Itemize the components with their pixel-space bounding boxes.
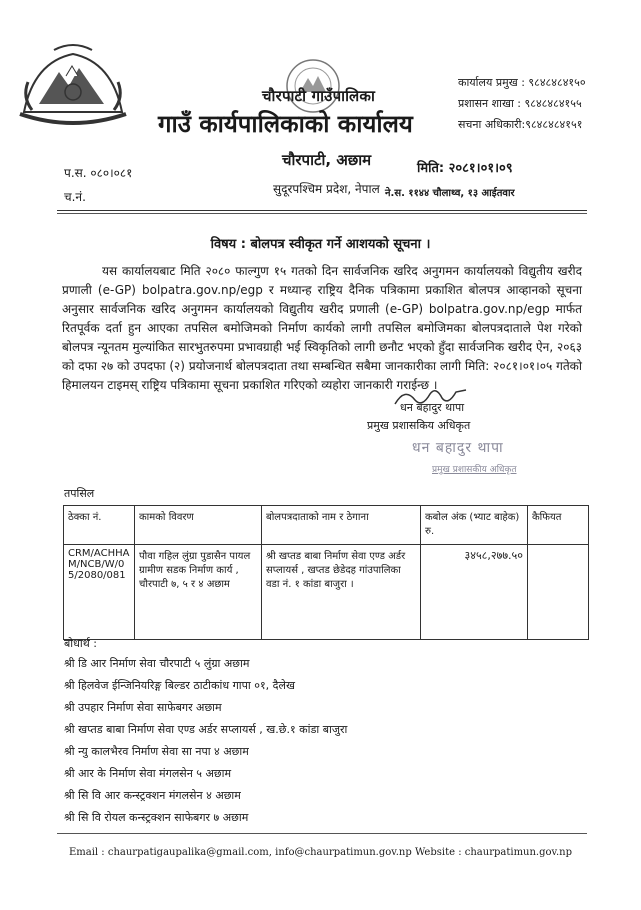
contact-chief: कार्यालय प्रमुख : ९८४८४८४१५० (458, 76, 586, 89)
cell-contract-no: CRM/ACHHA M/NCB/W/0 5/2080/081 (64, 545, 135, 640)
nepal-emblem-icon (14, 42, 132, 130)
cc-item: श्री सि वि रोयल कन्स्ट्रक्शन साफेबगर ७ अछाम (64, 811, 249, 824)
email-separator: , (268, 847, 272, 858)
subject-line: विषय : बोलपत्र स्वीकृत गर्ने आशयको सूचना । (210, 237, 431, 252)
cell-amount: ३४५८,२७७.५० (421, 545, 528, 640)
cell-description: पौवा गहिल लुंग्रा पुडासैन पायल ग्रामीण सडक निर्माण कार्य , चौरपाटी ७, ५ र ४ अछाम (135, 545, 262, 640)
stamp-designation: प्रमुख प्रशासकीय अधिकृत (432, 465, 517, 475)
email-link-primary[interactable]: chaurpatigaupalika@gmail.com (107, 847, 269, 858)
bodartha-label: बोधार्थ : (64, 637, 97, 650)
tapsil-label: तपसिल (64, 487, 95, 500)
footer-contact (0, 847, 641, 858)
header-divider (57, 210, 587, 211)
col-amount: कबोल अंक (भ्याट बाहेक) रु. (421, 506, 528, 545)
cc-item: श्री खप्तड बाबा निर्माण सेवा एण्ड अर्डर सप्लायर्स , ख.छे.१ कांडा बाजुरा (64, 723, 348, 736)
cc-item: श्री सि वि आर कन्स्ट्रक्शन मंगलसेन ४ अछाम (64, 789, 241, 802)
website-link[interactable]: chaurpatimun.gov.np (464, 847, 573, 858)
table-row (64, 545, 589, 640)
office-name: गाउँ कार्यपालिकाको कार्यालय (158, 110, 413, 138)
office-place: चौरपाटी, अछाम (282, 151, 372, 169)
cc-item: श्री आर के निर्माण सेवा मंगलसेन ५ अछाम (64, 767, 232, 780)
letter-date: मिति: २०८१।०१।०९ (417, 161, 513, 176)
cc-item: श्री उपहार निर्माण सेवा साफेबगर अछाम (64, 701, 222, 714)
signatory-name: धन बहादुर थापा (400, 401, 465, 414)
cc-item: श्री न्यु कालभैरव निर्माण सेवा सा नपा ४ अछाम (64, 745, 249, 758)
col-description: कामको विवरण (135, 506, 262, 545)
ref-number: प.स. ०८०।०८१ (64, 166, 133, 180)
cc-item: श्री हिलवेज ईन्जिनियरिङ्ग बिल्डर ठाटीकांध गापा ०१, दैलेख (64, 679, 295, 692)
contact-admin: प्रशासन शाखा : ९८४८४८४१५५ (458, 97, 582, 110)
nepal-samvat-date: ने.स. ११४४ चौलाथ्व, १३ आईतवार (385, 188, 515, 199)
cell-remarks (528, 545, 589, 640)
col-contract-no: ठेक्का नं. (64, 506, 135, 545)
header-divider-thin (57, 213, 587, 214)
col-bidder: बोलपत्रदाताको नाम र ठेगाना (262, 506, 421, 545)
signatory-designation: प्रमुख प्रशासकिय अधिकृत (367, 419, 471, 432)
cc-item: श्री डि आर निर्माण सेवा चौरपाटी ५ लुंग्रा अछाम (64, 657, 250, 670)
table-header-row (64, 506, 589, 545)
footer-divider (57, 833, 587, 834)
cell-bidder: श्री खप्तड बाबा निर्माण सेवा एण्ड अर्डर सप्लायर्स , खप्तड छेडेदह गांउपालिका वडा नं. १ कांडा बाजुरा । (262, 545, 421, 640)
contract-table (63, 505, 589, 640)
notice-body: यस कार्यालयबाट मिति २०८० फाल्गुण १५ गतको दिन सार्वजनिक खरिद अनुगमन कार्यालयको विद्युतीय खरीद प्रणाली (e-GP) bolpatra.gov.np/egp र मध्यान्ह राष्ट्रिय दैनिक पत्रिकामा प्रकाशित बोलपत्र आव्हानको सूचना अनुसार सार्वजनिक खरिद अनुगमन कार्यालयको विद्युतीय खरीद प्रणाली (e-GP) bolpatra.gov.np/egp मार्फत रितपूर्वक दर्ता हुन आएका तपसिल बमोजिमको निर्माण कार्यको लागी तपसिल बमोजिमका बोलपत्रदाताले पेश गरेको बोलपत्र न्यूनतम मुल्यांकित सारभुतरुपमा प्रभावग्राही भई स्विकृतिको लागी छनौट भएको हुँदा सार्वजनिक खरीद ऐन, २०६३ को दफा २७ को उपदफा (२) प्रयोजनार्थ बोलपत्रदाता तथा सम्बन्धित सबैमा जानकारीका लागी मिति: २०८१।०१।०५ गतेको हिमालयन टाइमस् राष्ट्रिय पत्रिकामा सूचना प्रकाशित गरिएको व्यहोरा जानकारी गराईन्छ । (62, 264, 582, 392)
dispatch-number: च.नं. (64, 190, 86, 204)
stamp-name: धन बहादुर थापा (412, 440, 504, 456)
website-label: Website : (414, 847, 462, 858)
email-link-info[interactable]: info@chaurpatimun.gov.np (275, 847, 412, 858)
contact-info-officer: सचना अधिकारी:९८४८४८४१५१ (458, 118, 583, 131)
email-label: Email : (68, 847, 105, 858)
col-remarks: कैफियत (528, 506, 589, 545)
palika-name: चौरपाटी गाउँपालिका (262, 87, 376, 105)
office-province: सुदूरपश्चिम प्रदेश, नेपाल (273, 182, 380, 196)
